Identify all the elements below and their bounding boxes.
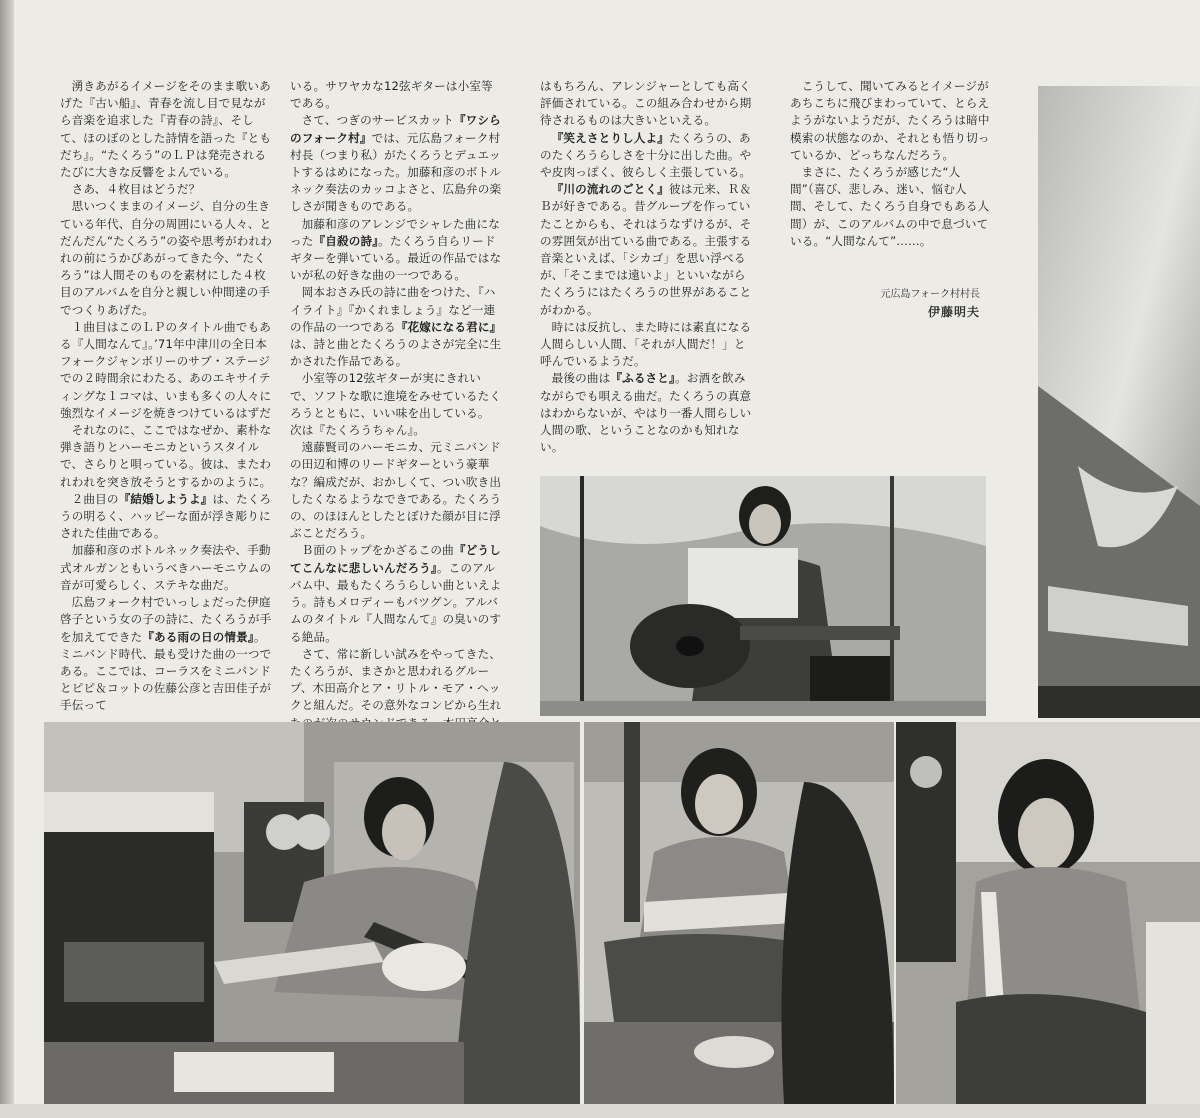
photo-studio-tape-deck: [44, 722, 580, 1104]
paragraph-text: 広島フォーク村でいっしょだった伊庭啓子という女の子の詩に、たくろうが手を加えてできた: [60, 595, 272, 644]
paragraph: さあ、４枚目はどうだ？: [71, 182, 201, 197]
paragraph: [290, 216, 502, 285]
paragraph: [540, 130, 752, 182]
paragraph-text: Ｂ面のトップをかざるこの曲: [301, 543, 454, 558]
text-column-2: [290, 78, 502, 766]
song-title: 『結婚しようよ』: [118, 491, 213, 506]
text-column-1: [60, 78, 272, 715]
paragraph: いる。サワヤカな12弦ギターは小室等である。: [290, 79, 493, 111]
photo-sitting-guitarist: [584, 722, 894, 1104]
paragraph: [290, 542, 502, 645]
song-title: 『ある雨の日の情景』: [142, 629, 254, 644]
paragraph-text: さて、つぎのサービスカット: [301, 113, 454, 128]
paragraph: 遠藤賢司のハーモニカ、元ミニバンドの田辺和博のリードギターという豪華な？編成だが、おかしくて、つい吹き出したくなるようなできである。たくろうの、のほほんとしたとぼけた顔が目に浮ぶことだろう。: [290, 440, 502, 541]
paragraph: 加藤和彦のボトルネック奏法や、手動式オルガンともいうべきハーモニウムの音が可愛らしく、ステキな曲だ。: [60, 543, 272, 592]
song-title: 『花嫁になる君に』: [395, 319, 502, 334]
paragraph: [290, 112, 502, 215]
paragraph-text: 。このアルバム中、最もたくろうらしい曲といえよう。詩もメロディーもバツグン。アルバムのタイトル『人間なんて』の臭いのする絶品。: [290, 560, 502, 644]
paragraph: [60, 594, 272, 714]
text-column-3: [540, 78, 752, 456]
paragraph: [60, 491, 272, 543]
photo-guitar-player: [540, 476, 986, 716]
paragraph-text: 最後の曲は: [551, 371, 611, 386]
paragraph-text: たくろうの、あのたくろうらしさを十分に出した曲。やや皮肉っぽく、彼らしく主張している。: [540, 130, 752, 180]
paragraph: [540, 370, 752, 456]
photo-right-strip: [1038, 86, 1200, 718]
paragraph-text: は、たくろうの明るく、ハッピーな面が浮き彫りにされた佳曲である。: [60, 491, 272, 541]
paragraph: 湧きあがるイメージをそのまま歌いあげた『古い船』、青春を流し目で見ながら音楽を追求した『青春の詩』、そして、ほのぼのとした詩情を語った『ともだち』。“たくろう”のＬＰは発売されるたびに大きな反響をよんでいる。: [60, 79, 272, 180]
song-title: 『ワシらのフォーク村』: [290, 113, 501, 145]
paragraph: それなのに、ここではなぜか、素朴な弾き語りとハーモニカというスタイルで、さらりと唄っている。彼は、またわれわれを突き放そうとするかのように。: [60, 423, 272, 489]
photo-kneeling-guitarist: [896, 722, 1200, 1104]
paragraph: １曲目はこのＬＰのタイトル曲でもある『人間なんて』。’71年中津川の全日本フォークジャンボリーのサブ・ステージでの２時間余にわたる、あのエキサイティングな１コマは、いまも多くの人々に強烈なイメージを焼きつけているはずだ: [60, 319, 272, 420]
paragraph: はもちろん、アレンジャーとしても高く評価されている。この組み合わせから期待されるものは大きいといえる。: [540, 79, 752, 128]
page-edge-shadow: [0, 0, 14, 1118]
paragraph-text: 加藤和彦のアレンジでシャレた曲になった: [290, 216, 500, 248]
paragraph-text: 。たくろう自らリードギターを弾いている。最近の作品ではないが私の好きな曲の一つである。: [290, 233, 502, 283]
page-bottom-margin: [0, 1104, 1200, 1118]
paragraph: さて、常に新しい試みをやってきた、たくろうが、まさかと思われるグループ、木田高介とア・リトル・モア・ヘックと組んだ。その意外なコンビから生れ: [290, 646, 502, 713]
song-title: 『自殺の詩』: [313, 233, 379, 248]
paragraph-text: ２曲目の: [71, 491, 119, 506]
song-title: 『川の流れのごとく』: [551, 182, 670, 197]
paragraph: 思いつくままのイメージ、自分の生きている年代、自分の周囲にいる人々、とだんだん“たくろう”の姿や思考がわれわれの前にうかびあがってきた今、“たくろう”は人間そのものを素材にした４枚目のアルバムを自分と親しい仲間達の手でつくりあげた。: [60, 199, 272, 317]
paragraph-text: 彼は元来、Ｒ＆Ｂが好きである。昔グループを作っていたことからも、それはうなずけるが、その雰囲気が出ている曲である。主張する音楽といえば、「シカゴ」を思い浮べるが、「そこまでは遠いよ」といいながらたくろうにはたくろうの世界があることがわかる。: [540, 182, 752, 317]
paragraph: [290, 284, 502, 370]
paragraph-text: 。お酒を飲みながらでも唄える曲だ。たくろうの真意はわからないが、やはり一番人間らしい人間の歌、ということなのかも知れない。: [540, 371, 752, 455]
text-column-4: [790, 78, 990, 250]
song-title: 『ふるさと』: [610, 371, 675, 386]
song-title: 『笑えさとりし人よ』: [551, 130, 670, 145]
paragraph: [540, 181, 752, 319]
author-title: 元広島フォーク村村長: [880, 289, 980, 300]
paragraph: 時には反抗し、また時には素直になる人間らしい人間、「それが人間だ！」と呼んでいるようだ。: [540, 319, 752, 369]
author-name: 伊藤明夫: [927, 305, 980, 319]
song-title: 『どうしてこんなに悲しいんだろう』: [290, 543, 501, 575]
paragraph-text: では、元広島フォーク村村長（つまり私）がたくろうとデュエットするはめになった。加藤和彦のボトルネック奏法のカッコよさと、広島弁の楽しさが聞きものである。: [290, 130, 502, 214]
paragraph-text: 。ミニバンド時代、最も受けた曲の一つである。ここでは、コーラスをミニバンドとピピ＆コットの佐藤公彦と吉田佳子が手伝って: [60, 629, 272, 713]
paragraph: 小室等の12弦ギターが実にきれいで、ソフトな歌に進境をみせているたくろうとともに、いい味を出している。 次は『たくろうちゃん』。: [290, 371, 502, 438]
paragraph: まさに、たくろうが感じた“人間”（喜び、悲しみ、迷い、悩む人間、そして、たくろう自身でもある人間）が、このアルバムの中で息づいている。“人間なんて”……。: [790, 165, 990, 248]
paragraph-text: は、詩と曲とたくろうのよさが完全に生かされた作品である。: [290, 337, 502, 369]
paragraph: こうして、聞いてみるとイメージがあちこちに飛びまわっていて、とらえようがないようだが、たくろうは暗中模索の状態なのか、それとも悟り切っているか、どっちなんだろう。: [790, 79, 990, 162]
paragraph-text: 岡本おさみ氏の詩に曲をつけた、『ハイライト』『かくれましょう』など一連の作品の一つである: [290, 285, 496, 334]
